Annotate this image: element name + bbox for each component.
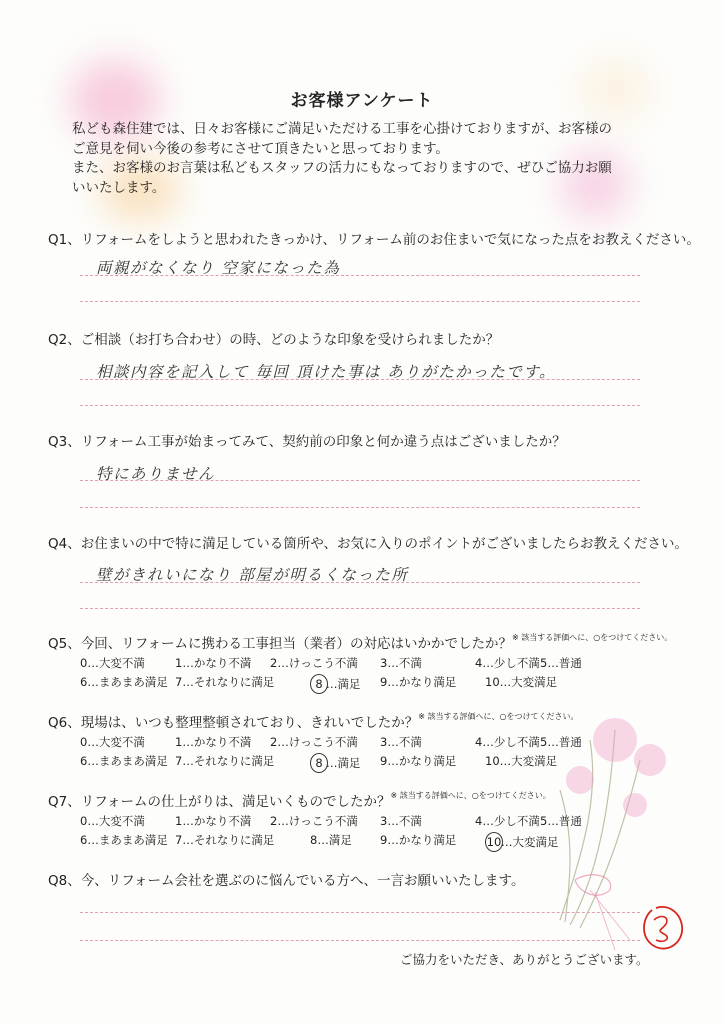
rating-option-text: …けっこう不満 — [277, 735, 358, 749]
question-5-label: Q5、今回、リフォームに携わる工事担当（業者）の対応はいかかでしたか？ — [48, 636, 513, 652]
rating-option-text: …かなり不満 — [182, 735, 252, 749]
rating-option-9[interactable] — [380, 832, 456, 848]
rating-option-number: 7 — [175, 754, 183, 768]
rating-option-number: 9 — [380, 754, 388, 768]
rating-option-text: …まあまあ満足 — [87, 754, 168, 768]
rating-option-text: …大変満足 — [501, 835, 559, 849]
rating-option-text: …満足 — [326, 756, 361, 770]
question-2: Q2、ご相談（お打ち合わせ）の時、どのような印象を受けられましたか？ — [48, 332, 500, 348]
rating-option-number: 10 — [485, 832, 503, 852]
rating-option-10[interactable] — [485, 753, 557, 769]
rating-option-2[interactable] — [270, 655, 358, 671]
rating-option-text: …満足 — [326, 677, 361, 691]
rating-option-text: …かなり不満 — [182, 814, 252, 828]
rating-option-number: 8 — [310, 674, 328, 694]
question-6 — [48, 711, 578, 731]
rating-option-1[interactable] — [175, 655, 251, 671]
rating-option-5[interactable] — [540, 813, 582, 829]
rating-option-number: 9 — [380, 675, 388, 689]
question-8: Q8、今、リフォーム会社を選ぶのに悩んでいる方へ、一言お願いいたします。 — [48, 873, 525, 889]
rating-option-text: …かなり満足 — [387, 833, 457, 847]
rating-option-3[interactable] — [380, 734, 422, 750]
rating-option-4[interactable] — [475, 655, 540, 671]
rating-option-8-selected[interactable] — [310, 753, 361, 773]
rating-option-number: 7 — [175, 833, 183, 847]
rating-option-text: …大変不満 — [87, 735, 145, 749]
rating-option-number: 1 — [175, 735, 183, 749]
question-6-label: Q6、現場は、いつも整理整頓されており、きれいでしたか？ — [48, 715, 419, 731]
intro-line: ご意見を伺い今後の参考にさせて頂きたいと思っております。 — [72, 140, 449, 157]
rating-option-number: 1 — [175, 814, 183, 828]
rating-option-text: …普通 — [547, 735, 582, 749]
rating-option-2[interactable] — [270, 813, 358, 829]
answer-3: 特にありません — [96, 465, 216, 483]
answer-line — [80, 480, 640, 481]
rating-option-number: 4 — [475, 656, 483, 670]
question-7-note: ※ 該当する評価へに、○をつけてください。 — [390, 791, 551, 800]
rating-option-text: …普通 — [547, 656, 582, 670]
question-1: Q1、リフォームをしようと思われたきっかけ、リフォーム前のお住まいで気になった点をお教えください。 — [48, 232, 700, 248]
rating-option-0[interactable] — [80, 655, 145, 671]
rating-option-number: 3 — [380, 735, 388, 749]
rating-option-7[interactable] — [175, 753, 274, 769]
rating-option-5[interactable] — [540, 655, 582, 671]
answer-4: 壁がきれいになり 部屋が明るくなった所 — [96, 566, 409, 584]
answer-1: 両親がなくなり 空家になった為 — [96, 259, 341, 277]
question-5 — [48, 632, 672, 652]
rating-option-text: …満足 — [317, 833, 352, 847]
rating-option-number: 5 — [540, 656, 548, 670]
rating-option-text: …少し不満 — [482, 656, 540, 670]
rating-option-number: 6 — [80, 833, 88, 847]
intro-paragraph — [72, 120, 672, 198]
question-7 — [48, 790, 551, 810]
rating-option-number: 0 — [80, 735, 88, 749]
rating-option-text: …普通 — [547, 814, 582, 828]
rating-option-5[interactable] — [540, 734, 582, 750]
rating-option-text: …少し不満 — [482, 735, 540, 749]
rating-option-number: 7 — [175, 675, 183, 689]
answer-line — [80, 507, 640, 508]
rating-option-number: 6 — [80, 675, 88, 689]
rating-option-text: …かなり満足 — [387, 754, 457, 768]
intro-line: いいたします。 — [72, 179, 166, 196]
rating-option-text: …大変満足 — [499, 754, 558, 768]
rating-option-number: 2 — [270, 735, 278, 749]
answer-line — [80, 582, 640, 583]
rating-option-3[interactable] — [380, 813, 422, 829]
rating-option-text: …少し不満 — [482, 814, 540, 828]
answer-line — [80, 379, 640, 380]
rating-option-number: 2 — [270, 656, 278, 670]
rating-option-text: …不満 — [387, 656, 422, 670]
handwritten-check-stamp — [634, 896, 690, 956]
rating-option-text: …それなりに満足 — [182, 675, 275, 689]
rating-option-text: …不満 — [387, 735, 422, 749]
answer-line — [80, 608, 640, 609]
answer-line — [80, 301, 640, 302]
rating-option-4[interactable] — [475, 734, 540, 750]
rating-option-number: 4 — [475, 814, 483, 828]
rating-option-text: …大変不満 — [87, 814, 145, 828]
answer-line — [80, 405, 640, 406]
answer-line — [80, 940, 640, 941]
rating-option-text: …不満 — [387, 814, 422, 828]
rating-option-number: 4 — [475, 735, 483, 749]
rating-option-text: …まあまあ満足 — [87, 675, 168, 689]
rating-option-number: 1 — [175, 656, 183, 670]
rating-option-number: 8 — [310, 833, 318, 847]
rating-option-number: 10 — [485, 675, 500, 689]
question-6-note: ※ 該当する評価へに、○をつけてください。 — [418, 712, 579, 721]
rating-option-10-selected[interactable] — [485, 832, 559, 852]
rating-option-4[interactable] — [475, 813, 540, 829]
rating-option-number: 5 — [540, 735, 548, 749]
rating-option-8[interactable] — [310, 832, 352, 848]
page-title: お客様アンケート — [290, 91, 434, 111]
rating-option-0[interactable] — [80, 734, 145, 750]
intro-line: 私ども森住建では、日々お客様にご満足いただける工事を心掛けておりますが、お客様の — [72, 121, 612, 137]
rating-option-text: …それなりに満足 — [182, 833, 275, 847]
rating-option-1[interactable] — [175, 734, 251, 750]
rating-option-9[interactable] — [380, 753, 456, 769]
rating-option-6[interactable] — [80, 832, 168, 848]
rating-option-7[interactable] — [175, 832, 274, 848]
rating-option-number: 0 — [80, 656, 88, 670]
rating-option-1[interactable] — [175, 813, 251, 829]
rating-option-6[interactable] — [80, 753, 168, 769]
rating-option-number: 9 — [380, 833, 388, 847]
question-4: Q4、お住まいの中で特に満足している箇所や、お気に入りのポイントがございましたらお教えください。 — [48, 536, 688, 552]
rating-option-number: 2 — [270, 814, 278, 828]
rating-option-7[interactable] — [175, 674, 274, 690]
rating-option-2[interactable] — [270, 734, 358, 750]
thanks-message: ご協力をいただき、ありがとうございます。 — [400, 952, 649, 967]
rating-option-text: …かなり満足 — [387, 675, 457, 689]
rating-option-number: 0 — [80, 814, 88, 828]
rating-option-number: 5 — [540, 814, 548, 828]
rating-option-text: …けっこう不満 — [277, 656, 358, 670]
rating-option-number: 6 — [80, 754, 88, 768]
rating-option-number: 10 — [485, 754, 500, 768]
rating-option-number: 3 — [380, 814, 388, 828]
answer-line — [80, 912, 640, 913]
rating-option-0[interactable] — [80, 813, 145, 829]
answer-line — [80, 275, 640, 276]
question-3: Q3、リフォーム工事が始まってみて、契約前の印象と何か違う点はございましたか？ — [48, 434, 566, 450]
rating-option-text: …それなりに満足 — [182, 754, 275, 768]
rating-option-text: …まあまあ満足 — [87, 833, 168, 847]
rating-option-9[interactable] — [380, 674, 456, 690]
rating-option-6[interactable] — [80, 674, 168, 690]
question-7-label: Q7、リフォームの仕上がりは、満足いくものでしたか？ — [48, 794, 391, 810]
intro-line: また、お客様のお言葉は私どもスタッフの活力にもなっておりますので、ぜひご協力お願 — [72, 160, 612, 176]
rating-option-text: …けっこう不満 — [277, 814, 358, 828]
rating-option-number: 8 — [310, 753, 328, 773]
rating-option-number: 3 — [380, 656, 388, 670]
rating-option-3[interactable] — [380, 655, 422, 671]
question-5-note: ※ 該当する評価へに、○をつけてください。 — [512, 633, 673, 642]
rating-option-text: …大変不満 — [87, 656, 145, 670]
rating-option-8-selected[interactable] — [310, 674, 361, 694]
rating-option-10[interactable] — [485, 674, 557, 690]
rating-option-text: …かなり不満 — [182, 656, 252, 670]
answer-2: 相談内容を記入して 毎回 頂けた事は ありがたかったです。 — [96, 363, 557, 381]
rating-option-text: …大変満足 — [499, 675, 558, 689]
